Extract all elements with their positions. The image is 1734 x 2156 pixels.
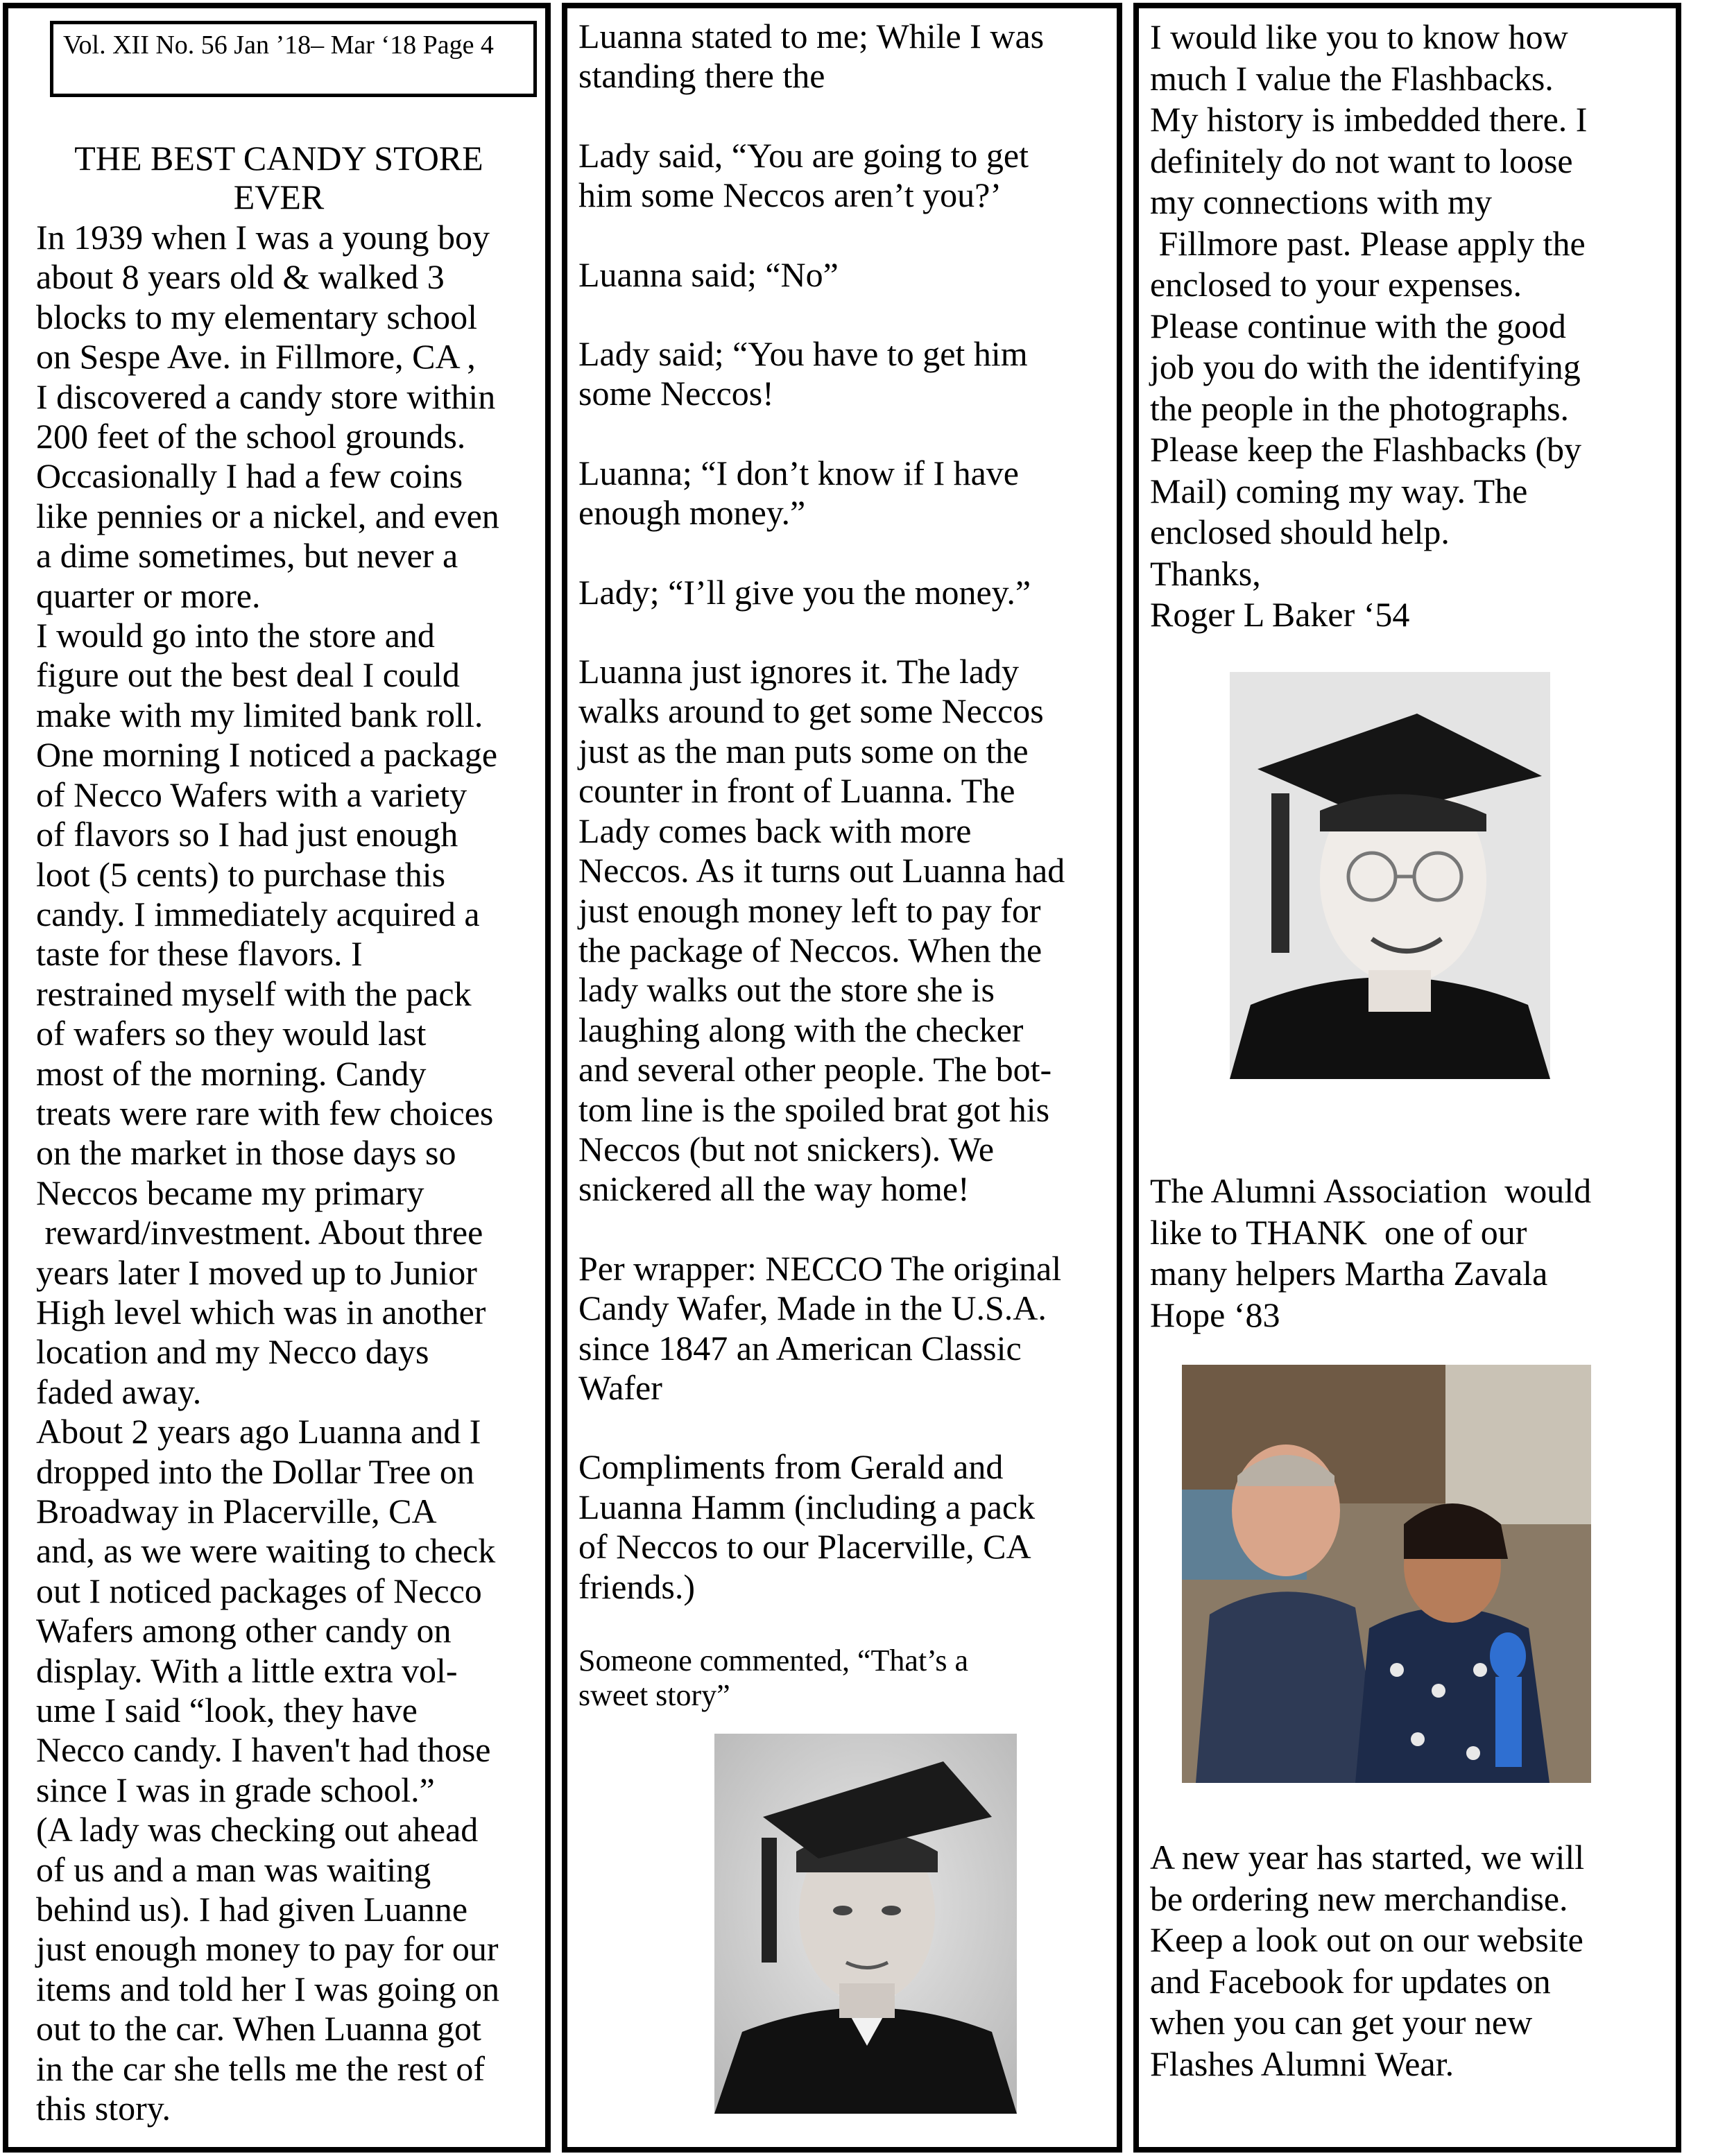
article-line: behind us). I had given Luanne bbox=[36, 1890, 468, 1929]
story-line: since 1847 an American Classic bbox=[578, 1328, 1022, 1368]
letter-line: Please keep the Flashbacks (by bbox=[1150, 430, 1582, 469]
story-line: laughing along with the checker bbox=[578, 1010, 1024, 1049]
article-line: Neccos became my primary bbox=[36, 1173, 424, 1212]
note-line: sweet story” bbox=[578, 1678, 730, 1712]
merchandise-notice bbox=[1150, 1837, 1677, 2085]
issue-masthead: Vol. XII No. 56 Jan ’18– Mar ‘18 Page 4 bbox=[50, 21, 537, 97]
headline-line-1: THE BEST CANDY STORE bbox=[74, 139, 483, 178]
volunteer-thanks bbox=[1150, 1171, 1677, 1336]
notice-line: be ordering new merchandise. bbox=[1150, 1879, 1568, 1918]
story-line: Neccos. As it turns out Luanna had bbox=[578, 851, 1065, 890]
story-line: just enough money left to pay for bbox=[578, 890, 1041, 930]
story-line: lady walks out the store she is bbox=[578, 970, 995, 1010]
photo-martha-zavala-hope-and-friend bbox=[1182, 1365, 1591, 1783]
article-line: I would go into the store and bbox=[36, 616, 435, 655]
article-line: 200 feet of the school grounds. bbox=[36, 417, 466, 456]
sweet-story-note bbox=[578, 1644, 1106, 1713]
story-paragraph bbox=[578, 1447, 1119, 1607]
story-line: standing there the bbox=[578, 56, 825, 96]
article-line: on the market in those days so bbox=[36, 1133, 456, 1173]
article-line: One morning I noticed a package bbox=[36, 735, 498, 775]
headline-line-2: EVER bbox=[233, 178, 325, 216]
story-line: enough money.” bbox=[578, 493, 806, 533]
article-line: reward/investment. About three bbox=[36, 1213, 483, 1252]
story-line: Luanna; “I don’t know if I have bbox=[578, 453, 1019, 492]
article-line: I discovered a candy store within bbox=[36, 377, 496, 416]
article-line: like pennies or a nickel, and even bbox=[36, 496, 499, 535]
story-line: him some Neccos aren’t you?’ bbox=[578, 175, 1002, 215]
article-line: treats were rare with few choices bbox=[36, 1093, 494, 1132]
notice-line: and Facebook for updates on bbox=[1150, 1961, 1551, 2001]
story-line: the package of Neccos. When the bbox=[578, 930, 1042, 969]
article-line: ume I said “look, they have bbox=[36, 1691, 418, 1730]
article-line: of us and a man was waiting bbox=[36, 1849, 431, 1889]
story-paragraph bbox=[578, 17, 1119, 96]
letter-line: enclosed should help. bbox=[1150, 512, 1450, 551]
article-line: and, as we were waiting to check bbox=[36, 1531, 496, 1571]
letter-line: My history is imbedded there. I bbox=[1150, 100, 1588, 139]
article-line: taste for these flavors. I bbox=[36, 934, 363, 974]
article-line: most of the morning. Candy bbox=[36, 1053, 427, 1093]
graduation-portrait-young-man bbox=[714, 1734, 1017, 2114]
note-line: Someone commented, “That’s a bbox=[578, 1644, 969, 1678]
article-line: Broadway in Placerville, CA bbox=[36, 1492, 437, 1530]
letter-line: I would like you to know how bbox=[1150, 17, 1568, 56]
article-line: of flavors so I had just enough bbox=[36, 815, 458, 854]
article-line: of Necco Wafers with a variety bbox=[36, 775, 467, 814]
story-paragraph bbox=[578, 255, 1119, 295]
story-line: just as the man puts some on the bbox=[578, 731, 1029, 770]
story-line: Lady said, “You are going to get bbox=[578, 135, 1029, 175]
letter-line: Roger L Baker ‘54 bbox=[1150, 595, 1410, 634]
story-line: Compliments from Gerald and bbox=[578, 1447, 1004, 1487]
article-line: just enough money to pay for our bbox=[36, 1929, 499, 1969]
thanks-line: like to THANK one of our bbox=[1150, 1212, 1527, 1252]
story-line: Wafer bbox=[578, 1368, 662, 1407]
letter-line: job you do with the identifying bbox=[1150, 347, 1581, 386]
article-line: a dime sometimes, but never a bbox=[36, 536, 458, 576]
article-body bbox=[36, 218, 549, 2129]
story-paragraph bbox=[578, 573, 1119, 612]
story-line: counter in front of Luanna. The bbox=[578, 771, 1015, 811]
story-line: of Neccos to our Placerville, CA bbox=[578, 1527, 1031, 1567]
column-1 bbox=[3, 3, 551, 2153]
story-line: and several other people. The bot- bbox=[578, 1050, 1052, 1089]
letter-line: my connections with my bbox=[1150, 182, 1492, 221]
article-line: blocks to my elementary school bbox=[36, 297, 477, 336]
story-line: Neccos (but not snickers). We bbox=[578, 1129, 995, 1168]
story-line: Per wrapper: NECCO The original bbox=[578, 1248, 1062, 1288]
article-line: in the car she tells me the rest of bbox=[36, 2049, 485, 2088]
article-line: since I was in grade school.” bbox=[36, 1770, 435, 1809]
notice-line: when you can get your new bbox=[1150, 2003, 1533, 2042]
story-line: snickered all the way home! bbox=[578, 1169, 970, 1209]
article-line: of wafers so they would last bbox=[36, 1014, 427, 1053]
article-line: location and my Necco days bbox=[36, 1332, 429, 1372]
letter-line: definitely do not want to loose bbox=[1150, 141, 1573, 180]
story-continuation bbox=[578, 17, 1119, 1607]
story-line: Lady; “I’ll give you the money.” bbox=[578, 572, 1031, 612]
letter-line: enclosed to your expenses. bbox=[1150, 265, 1522, 304]
story-line: some Neccos! bbox=[578, 374, 774, 413]
article-line: quarter or more. bbox=[36, 576, 261, 615]
story-paragraph bbox=[578, 652, 1119, 1209]
letter-line: Please continue with the good bbox=[1150, 306, 1566, 345]
notice-line: Keep a look out on our website bbox=[1150, 1920, 1583, 1959]
article-line: out to the car. When Luanna got bbox=[36, 2009, 481, 2049]
article-line: on Sespe Ave. in Fillmore, CA , bbox=[36, 337, 476, 377]
article-line: loot (5 cents) to purchase this bbox=[36, 854, 446, 894]
article-line: candy. I immediately acquired a bbox=[36, 894, 480, 933]
article-line: Wafers among other candy on bbox=[36, 1611, 452, 1650]
article-line: about 8 years old & walked 3 bbox=[36, 257, 445, 297]
letter-line: Fillmore past. Please apply the bbox=[1150, 223, 1586, 263]
story-paragraph bbox=[578, 454, 1119, 533]
article-line: High level which was in another bbox=[36, 1292, 486, 1331]
article-line: dropped into the Dollar Tree on bbox=[36, 1451, 474, 1491]
story-line: Lady comes back with more bbox=[578, 811, 972, 850]
story-line: tom line is the spoiled brat got his bbox=[578, 1089, 1050, 1129]
article-line: Occasionally I had a few coins bbox=[36, 456, 463, 496]
article-line: faded away. bbox=[36, 1372, 202, 1411]
notice-line: A new year has started, we will bbox=[1150, 1838, 1585, 1877]
story-line: Luanna Hamm (including a pack bbox=[578, 1487, 1036, 1526]
article-line: years later I moved up to Junior bbox=[36, 1252, 477, 1292]
notice-line: Flashes Alumni Wear. bbox=[1150, 2044, 1454, 2083]
article-line: In 1939 when I was a young boy bbox=[36, 218, 490, 257]
thanks-line: The Alumni Association would bbox=[1150, 1171, 1592, 1210]
story-paragraph bbox=[578, 1249, 1119, 1408]
story-line: friends.) bbox=[578, 1567, 695, 1606]
article-line: About 2 years ago Luanna and I bbox=[36, 1412, 481, 1451]
story-line: Luanna said; “No” bbox=[578, 255, 839, 294]
story-line: Candy Wafer, Made in the U.S.A. bbox=[578, 1288, 1047, 1328]
article-line: out I noticed packages of Necco bbox=[36, 1571, 482, 1610]
story-line: walks around to get some Neccos bbox=[578, 691, 1044, 731]
letter-line: the people in the photographs. bbox=[1150, 388, 1570, 428]
article-headline bbox=[29, 139, 529, 216]
letter-line: Mail) coming my way. The bbox=[1150, 471, 1528, 510]
article-line: (A lady was checking out ahead bbox=[36, 1810, 479, 1849]
thanks-line: many helpers Martha Zavala bbox=[1150, 1254, 1548, 1293]
letter-line: Thanks, bbox=[1150, 553, 1261, 593]
article-line: figure out the best deal I could bbox=[36, 655, 460, 695]
graduation-portrait-roger-baker bbox=[1230, 672, 1550, 1079]
article-line: this story. bbox=[36, 2089, 171, 2128]
article-line: Necco candy. I haven't had those bbox=[36, 1730, 491, 1770]
article-line: restrained myself with the pack bbox=[36, 974, 472, 1013]
letter-line: much I value the Flashbacks. bbox=[1150, 58, 1554, 98]
donor-letter bbox=[1150, 17, 1677, 636]
story-line: Luanna stated to me; While I was bbox=[578, 17, 1045, 55]
article-line: items and told her I was going on bbox=[36, 1969, 499, 2008]
article-line: make with my limited bank roll. bbox=[36, 695, 483, 734]
story-line: Lady said; “You have to get him bbox=[578, 334, 1028, 374]
story-paragraph bbox=[578, 334, 1119, 414]
article-line: display. With a little extra vol- bbox=[36, 1650, 458, 1690]
story-line: Luanna just ignores it. The lady bbox=[578, 652, 1020, 691]
story-paragraph bbox=[578, 136, 1119, 216]
thanks-line: Hope ‘83 bbox=[1150, 1295, 1280, 1334]
